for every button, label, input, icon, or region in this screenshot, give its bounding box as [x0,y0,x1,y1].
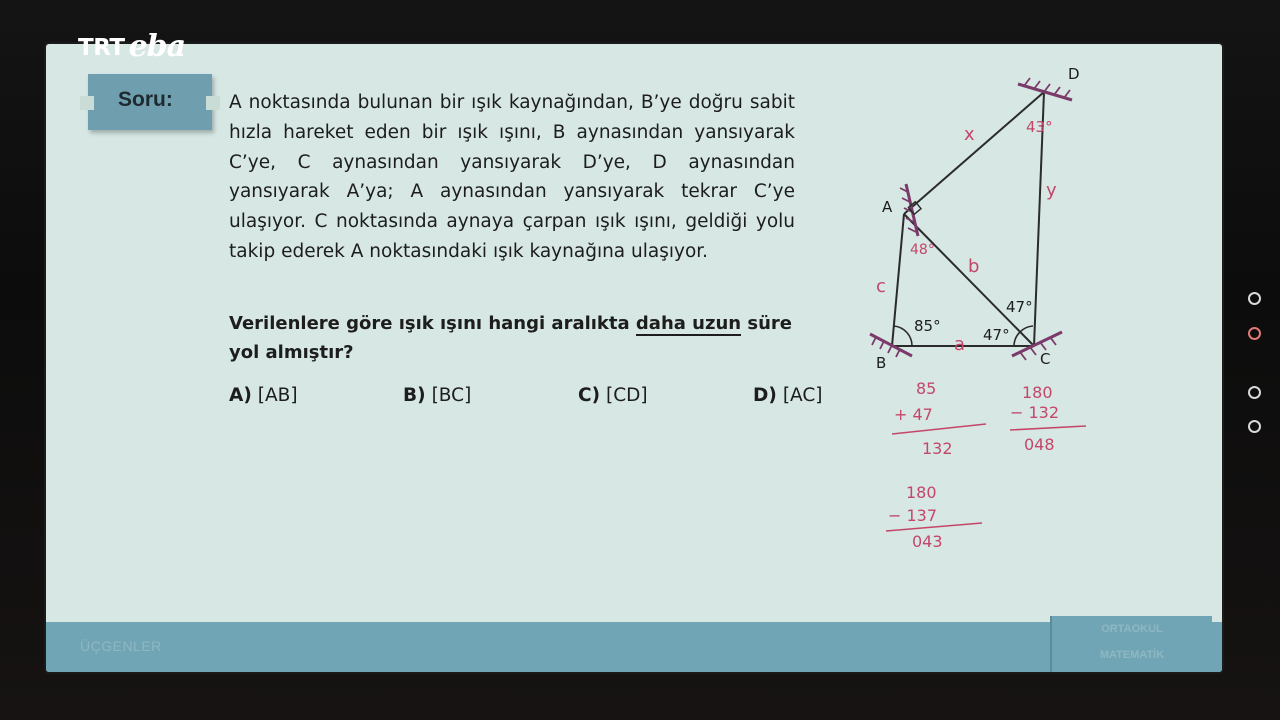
footer-subject: MATEMATİK [1099,649,1165,661]
eraser-icon[interactable] [1248,386,1261,399]
hw-a: a [954,334,966,355]
option-value: [AC] [782,385,823,406]
hw-angle-a: 48° [910,242,935,258]
mirror-diagram [866,44,1222,614]
option-a[interactable] [229,385,298,406]
footer-course-tab [1050,616,1212,672]
angle-c-upper-label: 47° [1006,298,1033,316]
question-tag [88,74,212,130]
angle-arc-b [894,326,912,346]
pen-tool-icon[interactable] [1248,292,1261,305]
question-text: A noktasında bulunan bir ışık kaynağından, B’ye doğru sabit hızla hareket eden bir ışık ışını, B aynasından yansıyarak C’ye, C aynasından yansıyarak D’ye, D aynasından yansıyarak A’ya; A aynasından yansıyarak tekrar C’ye ulaşıyor. C noktasında aynaya çarpan ışık ışını, geldiği yolu takip ederek A noktasındaki ışık kaynağına ulaşıyor. [229,92,795,262]
settings-icon[interactable] [1248,420,1261,433]
hw-angle-d: 43° [1026,118,1053,136]
label-d: D [1068,65,1080,83]
red-pen-icon[interactable] [1248,327,1261,340]
prompt-highlight: daha uzun [635,313,742,334]
angle-arc-c-upper [1020,326,1033,332]
option-value: [AB] [257,385,298,406]
prompt-part-2: süre yol almıştır? [229,313,792,363]
option-letter: A) [229,385,252,406]
calc2-sub: − 132 [1010,403,1060,422]
tape-right [206,96,220,110]
logo-trt: TRT [78,35,125,61]
hw-x: x [964,124,975,145]
hw-b: b [968,256,980,277]
calc1-top: 85 [916,379,937,398]
calc3-top: 180 [906,483,937,502]
option-letter: C) [578,385,601,406]
question-prompt [229,309,795,367]
logo-eba: eba [128,28,186,64]
calc3-result: 043 [912,532,943,551]
calc1-add: + 47 [894,405,933,424]
tape-left [80,96,94,110]
option-d[interactable] [753,385,823,406]
label-a: A [882,198,893,216]
option-value: [BC] [431,385,472,406]
answer-options [229,385,849,415]
calc1-result: 132 [922,439,953,458]
side-toolbar [1248,290,1262,440]
footer-topic: ÜÇGENLER [80,638,162,654]
label-c: C [1040,350,1051,368]
hw-c: c [876,276,886,297]
question-tag-label: Soru: [118,88,173,111]
footer-level: ORTAOKUL [1101,623,1163,635]
calc2-result: 048 [1024,435,1055,454]
option-value: [CD] [606,385,648,406]
option-letter: B) [403,385,426,406]
slide-footer [46,622,1222,672]
prompt-part-1: Verilenlere göre ışık ışını hangi aralıkta [229,313,636,334]
option-letter: D) [753,385,777,406]
calc3-sub: − 137 [888,506,938,525]
label-b: B [876,354,887,372]
angle-arc-c-lower [1014,332,1020,346]
trt-eba-logo [78,30,185,66]
hw-y: y [1046,180,1057,201]
calc2-top: 180 [1022,383,1053,402]
slide-screen [46,44,1222,672]
angle-c-lower-label: 47° [983,326,1010,344]
option-c[interactable] [578,385,648,406]
option-b[interactable] [403,385,471,406]
angle-b-label: 85° [914,317,941,335]
